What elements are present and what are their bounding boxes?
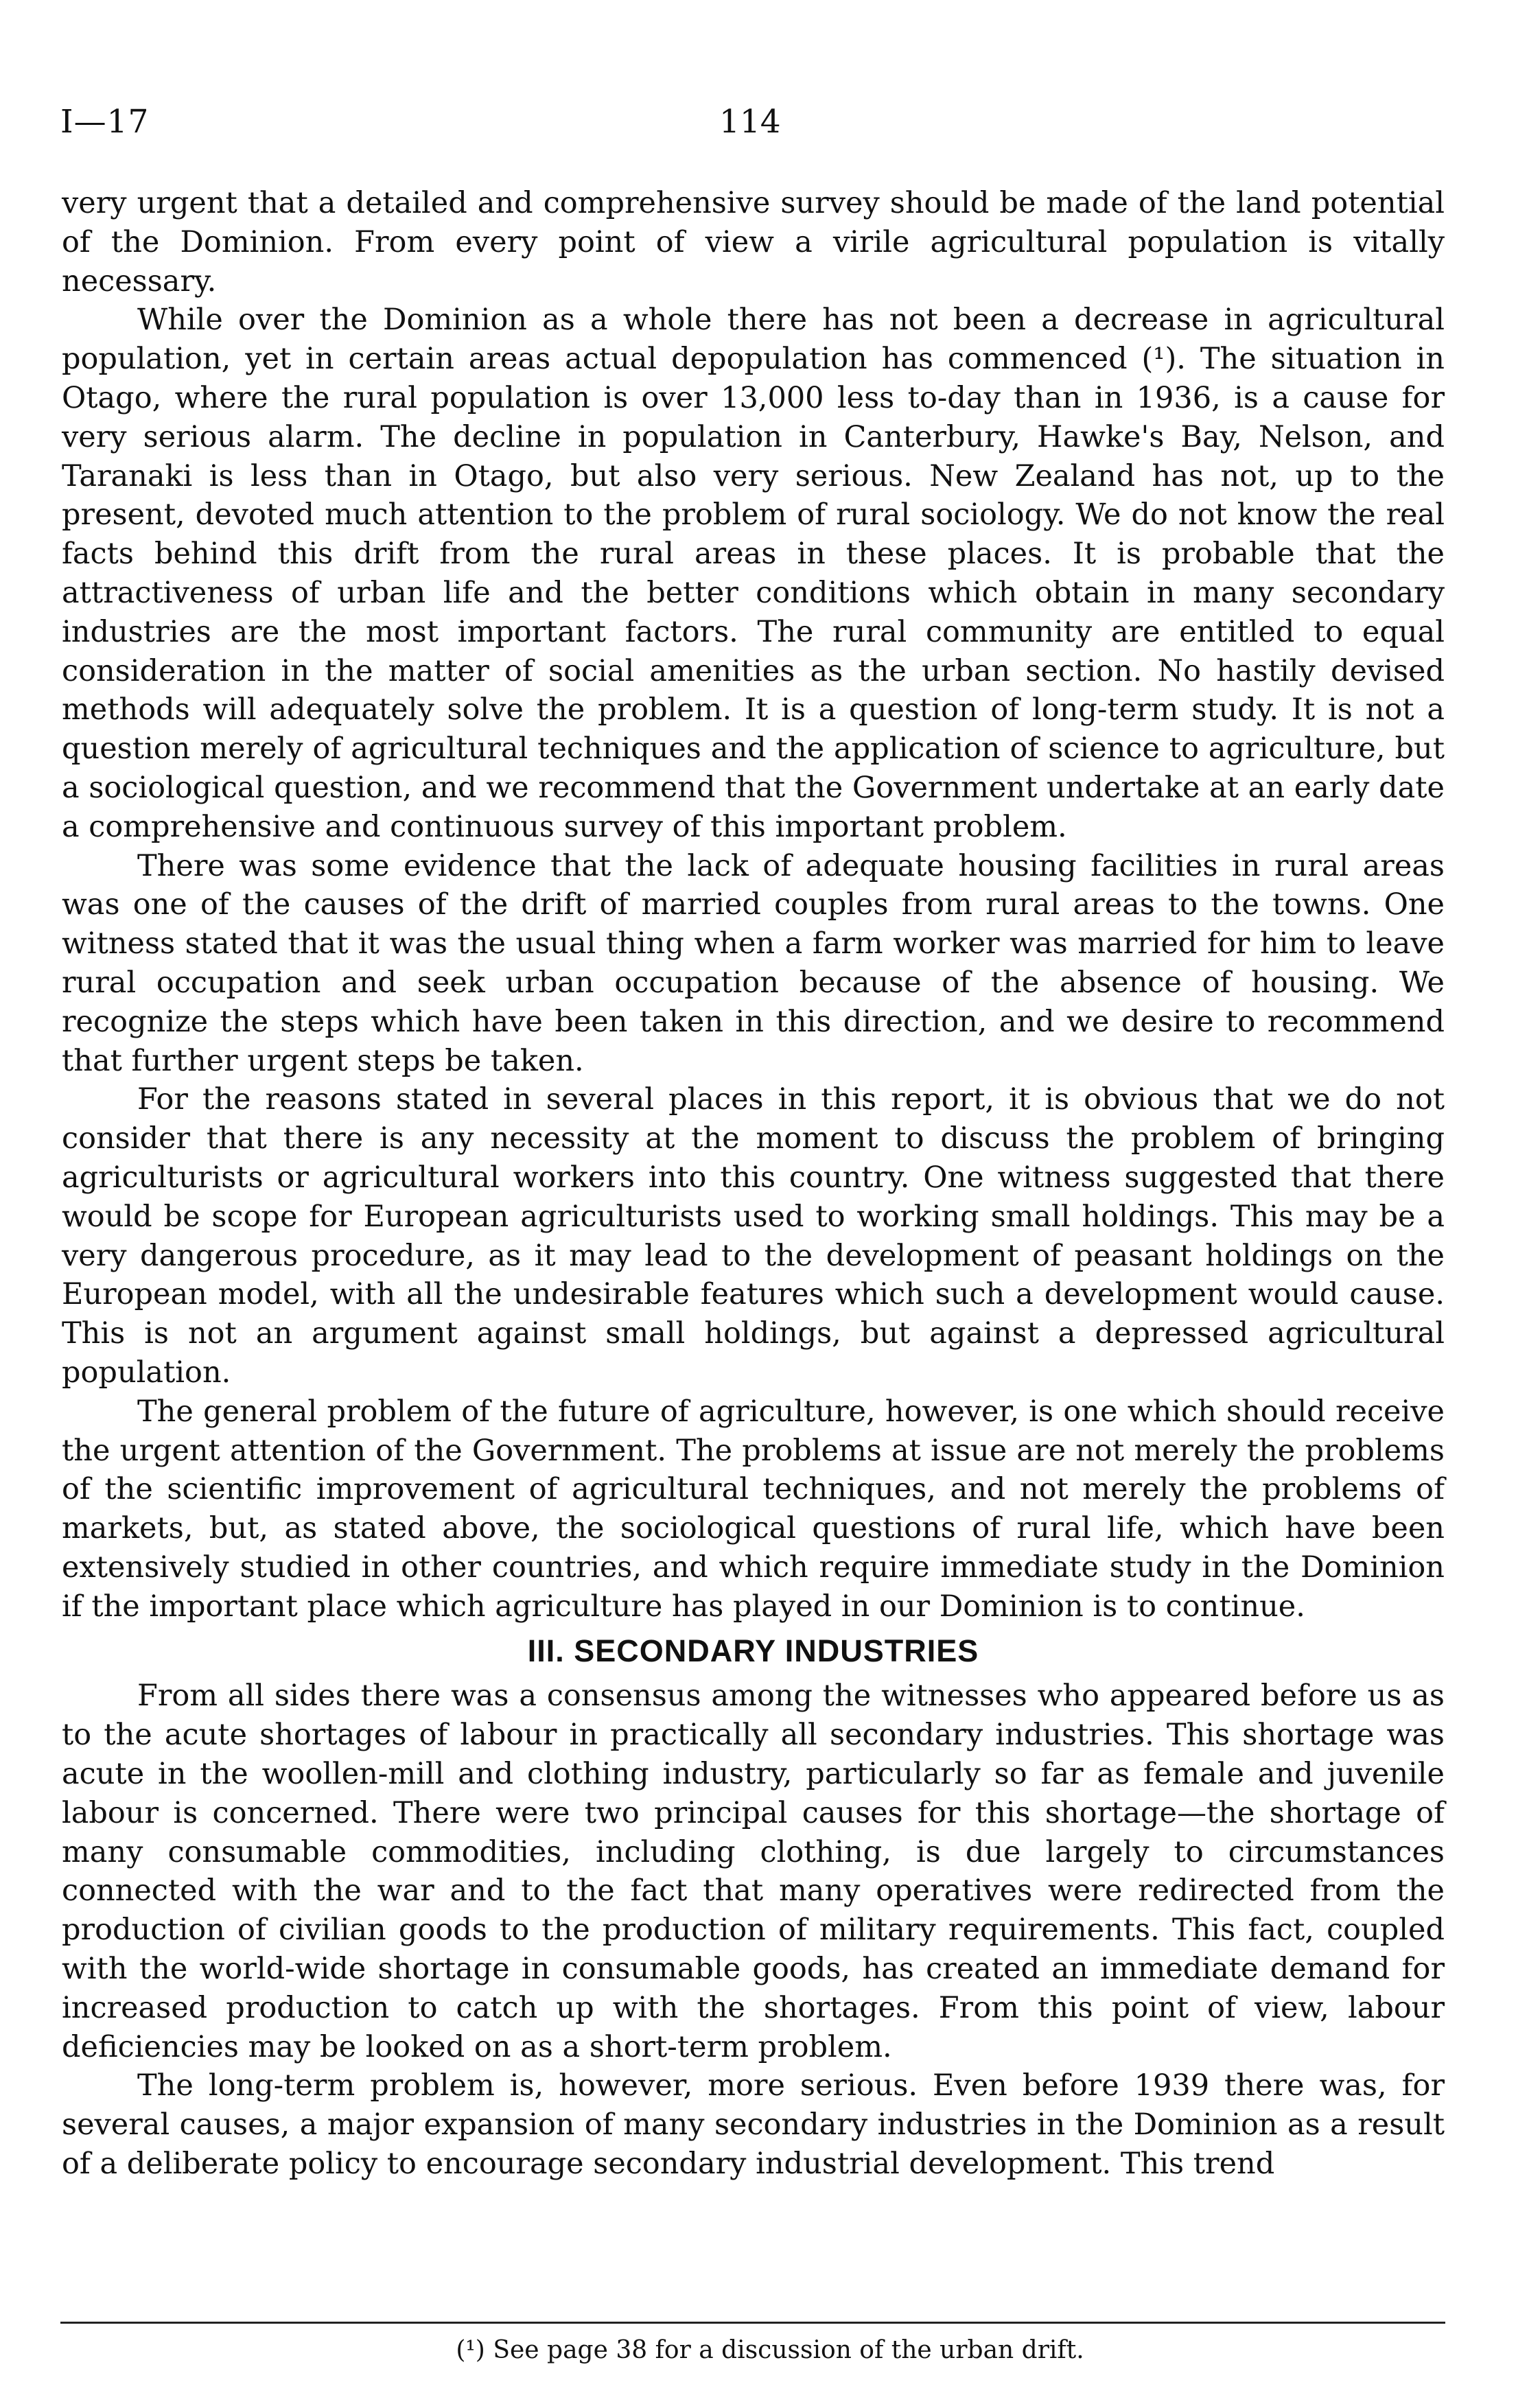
footnote-marker: (¹) xyxy=(456,2336,485,2364)
paragraph-continued: very urgent that a detailed and comprehensive survey should be made of the land potential of the Dominion. From every point of view a virile agricultural population is vitally necessary. xyxy=(62,186,1445,299)
section-heading: III. SECONDARY INDUSTRIES xyxy=(527,1633,979,1669)
report-reference: I—17 xyxy=(60,103,150,141)
footnote-divider xyxy=(60,2322,1445,2324)
footnote xyxy=(0,2333,1540,2368)
page-number: 114 xyxy=(719,103,781,141)
paragraph-rural-housing: There was some evidence that the lack of adequate housing facilities in rural areas was one of the causes of the drift of married couples from rural areas to the towns. One witness stated that it was the usual thing when a farm worker was married for him to leave rural occupation and seek urban occupation because of the absence of housing. We recognize the steps which have been taken in this direction, and we desire to recommend that further urgent steps be taken. xyxy=(62,848,1445,1078)
paragraph-future-of-agriculture: The general problem of the future of agriculture, however, is one which should receive the urgent attention of the Government. The problems at issue are not merely the problems of the scientific improvement of agricultural techniques, and not merely the problems of markets, but, as stated above, the sociological questions of rural life, which have been extensively studied in other countries, and which require immediate study in the Dominion if the important place which agriculture has played in our Dominion is to continue. xyxy=(62,1394,1445,1624)
paragraph-labour-shortages: From all sides there was a consensus among the witnesses who appeared before us as to the acute shortages of labour in practically all secondary industries. This shortage was acute in the woollen-mill and clothing industry, particularly so far as female and juvenile labour is concerned. There were two principal causes for this shortage—the shortage of many consumable commodities, including clothing, is due largely to circumstances connected with the war and to the fact that many operatives were redirected from the production of civilian goods to the production of military requirements. This fact, coupled with the world-wide shortage in consumable goods, has created an immediate demand for increased production to catch up with the shortages. From this point of view, labour deficiencies may be looked on as a short-term problem. xyxy=(62,1679,1445,2064)
paragraph-long-term-problem: The long-term problem is, however, more serious. Even before 1939 there was, for several causes, a major expansion of many secondary industries in the Dominion as a result of a deliberate policy to encourage secondary industrial development. This trend xyxy=(62,2068,1445,2182)
paragraph-immigration: For the reasons stated in several places in this report, it is obvious that we do not consider that there is any necessity at the moment to discuss the problem of bringing agriculturists or agricultural workers into this country. One witness suggested that there would be scope for European agriculturists used to working small holdings. This may be a very dangerous procedure, as it may lead to the development of peasant holdings on the European model, with all the undesirable features which such a development would cause. This is not an argument against small holdings, but against a depressed agricultural population. xyxy=(62,1082,1445,1390)
paragraph-rural-depopulation: While over the Dominion as a whole there has not been a decrease in agricultural population, yet in certain areas actual depopulation has commenced (¹). The situation in Otago, where the rural population is over 13,000 less to-day than in 1936, is a cause for very serious alarm. The decline in population in Canterbury, Hawke's Bay, Nelson, and Taranaki is less than in Otago, but also very serious. New Zealand has not, up to the present, devoted much attention to the problem of rural sociology. We do not know the real facts behind this drift from the rural areas in these places. It is probable that the attractiveness of urban life and the better conditions which obtain in many secondary industries are the most important factors. The rural community are entitled to equal consideration in the matter of social amenities as the urban section. No hastily devised methods will adequately solve the problem. It is a question of long-term study. It is not a question merely of agricultural techniques and the application of science to agriculture, but a sociological question, and we recommend that the Government undertake at an early date a comprehensive and continuous survey of this important problem. xyxy=(62,303,1445,844)
body-text xyxy=(62,184,1445,2184)
page-header xyxy=(60,103,1433,151)
footnote-text: See page 38 for a discussion of the urban drift. xyxy=(493,2336,1084,2364)
